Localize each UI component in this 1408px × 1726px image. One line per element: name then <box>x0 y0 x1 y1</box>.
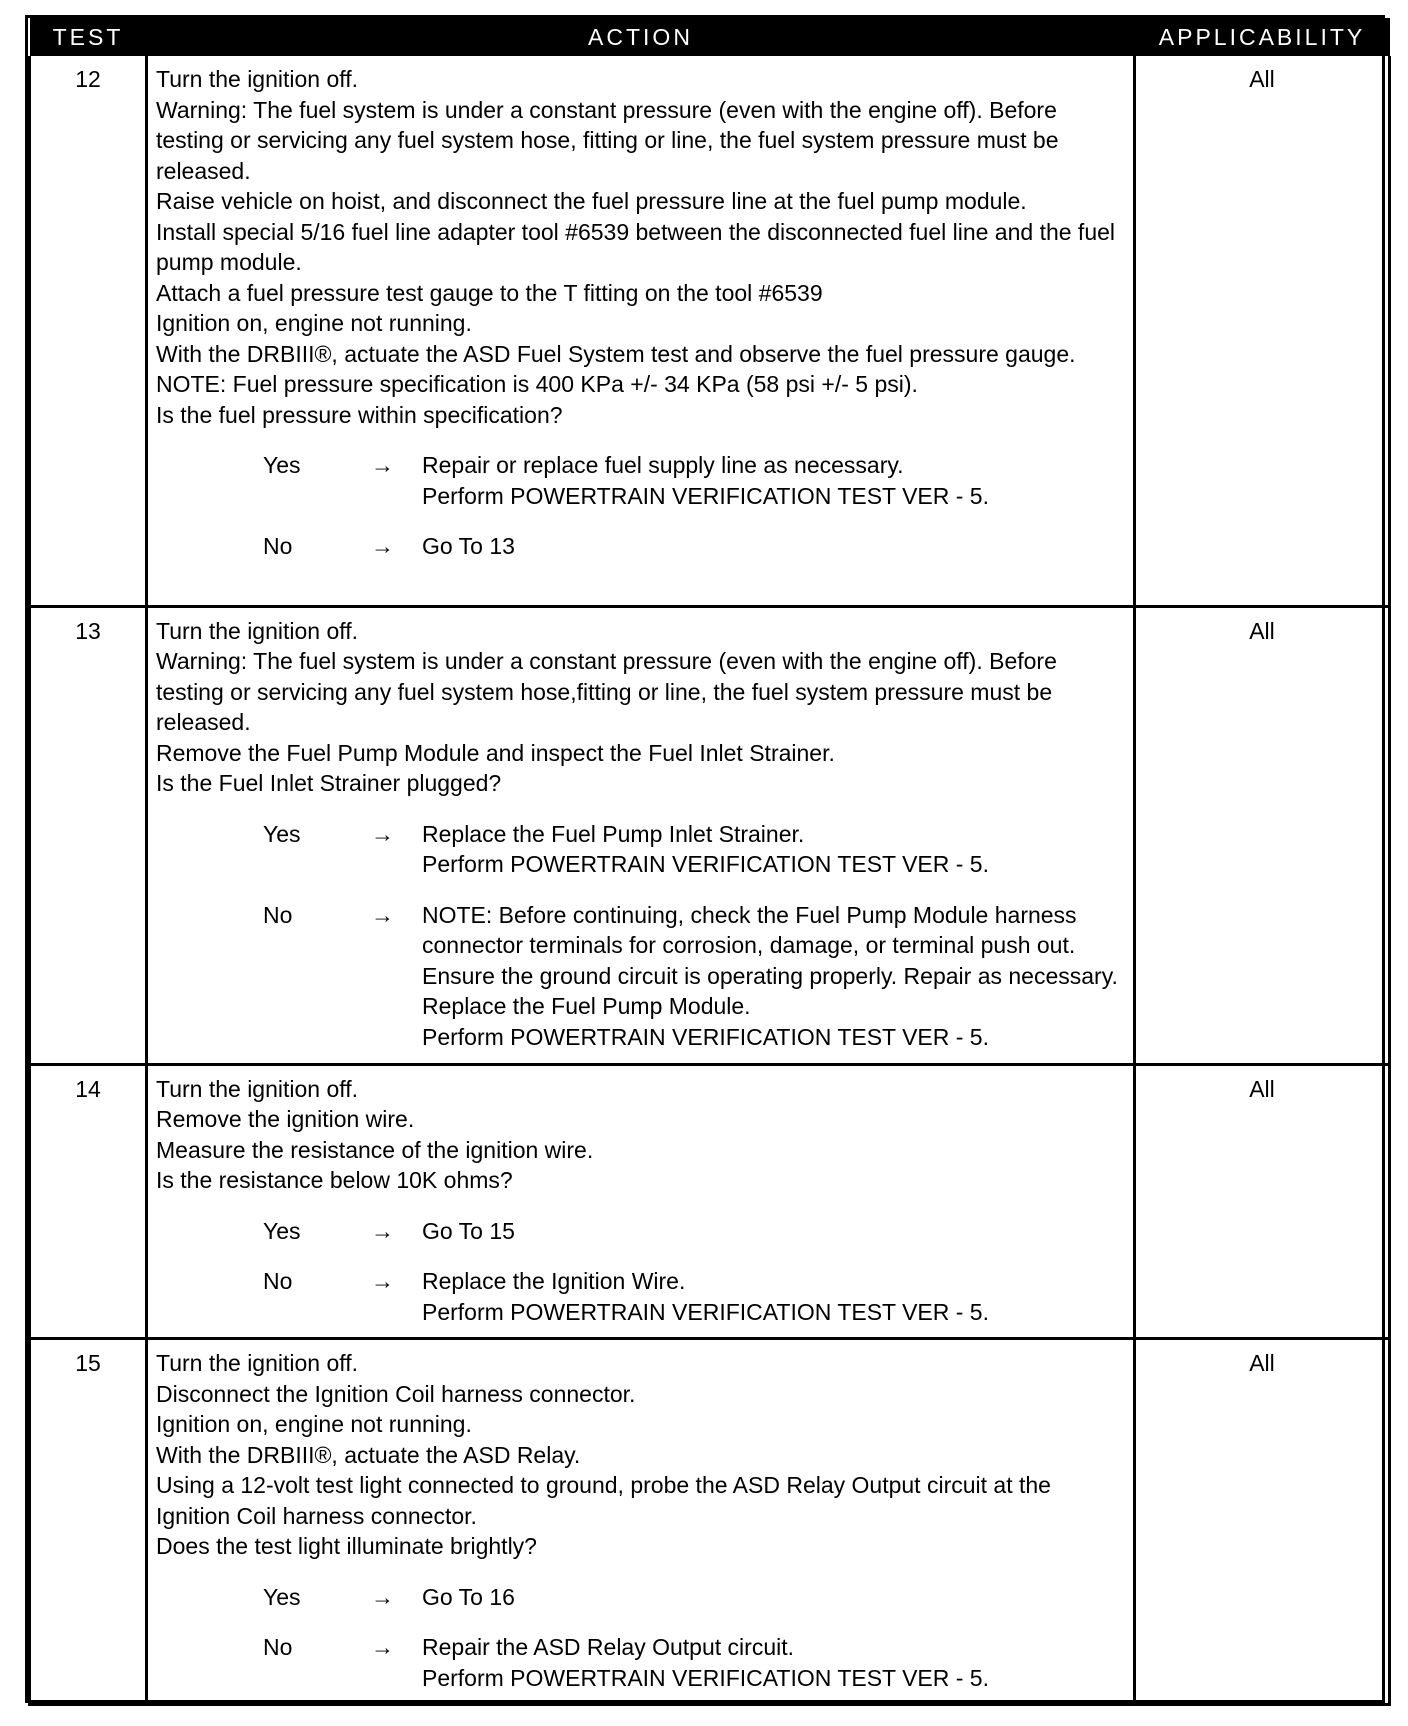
applicability-value: All <box>1135 56 1390 606</box>
table-row <box>30 56 1390 606</box>
result-line: Go To 15 <box>422 1217 515 1244</box>
action-line: With the DRBIII®, actuate the ASD Fuel System test and observe the fuel pressure gauge. <box>156 340 1076 367</box>
action-line: Ignition on, engine not running. <box>156 310 472 336</box>
result-line: Go To 13 <box>422 533 515 559</box>
result-line: Repair the ASD Relay Output circuit. <box>422 1634 794 1660</box>
table-row <box>30 606 1390 1064</box>
action-line: Turn the ignition off. <box>156 1350 359 1376</box>
diagnostic-table-sheet <box>25 15 1385 1703</box>
no-result <box>422 531 1127 562</box>
action-line: Does the test light illuminate brightly? <box>156 1533 537 1559</box>
yes-label: Yes <box>263 1217 301 1244</box>
action-line: Install special 5/16 fuel line adapter tool #6539 between the disconnected fuel line and the fuel pump module. <box>156 218 1116 275</box>
action-line: Is the fuel pressure within specification? <box>156 401 563 428</box>
result-line: Perform POWERTRAIN VERIFICATION TEST VER - 5. <box>422 1023 989 1050</box>
test-number: 13 <box>30 606 147 1064</box>
action-line: NOTE: Fuel pressure specification is 400 KPa +/- 34 KPa (58 psi +/- 5 psi). <box>156 371 918 397</box>
no-result <box>422 1632 1127 1693</box>
table-header-row <box>30 18 1390 56</box>
action-line: Disconnect the Ignition Coil harness connector. <box>156 1380 636 1407</box>
result-line: Perform POWERTRAIN VERIFICATION TEST VER - 5. <box>422 482 989 509</box>
action-line: Warning: The fuel system is under a constant pressure (even with the engine off). Before testing or servicing any fuel system hose,fitting or line, the fuel system pressure must be released. <box>156 648 1057 735</box>
no-label: No <box>263 1268 293 1294</box>
test-number: 14 <box>30 1064 147 1339</box>
action-line: Raise vehicle on hoist, and disconnect the fuel pressure line at the fuel pump module. <box>156 188 1027 214</box>
arrow-right-icon: → <box>371 452 394 478</box>
arrow-right-icon: → <box>371 1634 394 1660</box>
header-applicability: APPLICABILITY <box>1135 18 1390 56</box>
applicability-value: All <box>1135 1339 1390 1705</box>
action-cell <box>147 1339 1135 1705</box>
arrow-right-icon: → <box>371 533 394 559</box>
action-line: Is the Fuel Inlet Strainer plugged? <box>156 770 502 796</box>
table-row <box>30 1064 1390 1339</box>
action-cell <box>147 1064 1135 1339</box>
yes-result <box>422 1216 1127 1247</box>
result-line: Replace the Fuel Pump Inlet Strainer. <box>422 820 805 847</box>
diagnostic-table <box>28 18 1391 1706</box>
header-test: TEST <box>30 18 147 56</box>
table-row <box>30 1339 1390 1705</box>
yes-result <box>422 819 1127 880</box>
test-number: 12 <box>30 56 147 606</box>
action-line: With the DRBIII®, actuate the ASD Relay. <box>156 1441 581 1468</box>
no-result <box>422 900 1127 1053</box>
no-label: No <box>263 901 293 928</box>
action-line: Ignition on, engine not running. <box>156 1411 472 1437</box>
result-line: Go To 16 <box>422 1583 515 1610</box>
action-line: Attach a fuel pressure test gauge to the T fitting on the tool #6539 <box>156 279 823 306</box>
action-line: Using a 12-volt test light connected to ground, probe the ASD Relay Output circuit at the Ignition Coil harness connector. <box>156 1472 1051 1529</box>
yes-branch <box>156 819 1127 880</box>
result-line: Perform POWERTRAIN VERIFICATION TEST VER - 5. <box>422 1298 989 1325</box>
action-line: Measure the resistance of the ignition wire. <box>156 1136 594 1163</box>
result-line: NOTE: Before continuing, check the Fuel Pump Module harness connector terminals for corrosion, damage, or terminal push out. Ensure the ground circuit is operating properly. Repair as necessary. Replace the Fuel Pump Module. <box>422 901 1118 1019</box>
yes-branch <box>156 1582 1127 1613</box>
yes-branch <box>156 1216 1127 1247</box>
no-label: No <box>263 533 293 559</box>
yes-label: Yes <box>263 820 301 847</box>
action-line: Remove the ignition wire. <box>156 1106 415 1132</box>
yes-label: Yes <box>263 1583 301 1610</box>
test-number: 15 <box>30 1339 147 1705</box>
action-line: Is the resistance below 10K ohms? <box>156 1167 513 1193</box>
action-line: Turn the ignition off. <box>156 1075 359 1102</box>
yes-result <box>422 1582 1127 1613</box>
arrow-right-icon: → <box>371 1583 394 1610</box>
no-branch <box>156 1266 1127 1327</box>
action-cell <box>147 56 1135 606</box>
action-line: Turn the ignition off. <box>156 66 359 92</box>
action-line: Turn the ignition off. <box>156 617 359 644</box>
arrow-right-icon: → <box>371 901 394 928</box>
no-branch <box>156 531 1127 562</box>
no-result <box>422 1266 1127 1327</box>
result-line: Replace the Ignition Wire. <box>422 1268 686 1294</box>
result-line: Repair or replace fuel supply line as necessary. <box>422 452 904 478</box>
no-branch <box>156 1632 1127 1693</box>
yes-result <box>422 450 1127 511</box>
arrow-right-icon: → <box>371 1268 394 1294</box>
applicability-value: All <box>1135 606 1390 1064</box>
yes-branch <box>156 450 1127 511</box>
result-line: Perform POWERTRAIN VERIFICATION TEST VER - 5. <box>422 851 989 877</box>
yes-label: Yes <box>263 452 301 478</box>
result-line: Perform POWERTRAIN VERIFICATION TEST VER - 5. <box>422 1664 989 1691</box>
header-action: ACTION <box>147 18 1135 56</box>
table-body <box>30 56 1390 1705</box>
no-branch <box>156 900 1127 1053</box>
arrow-right-icon: → <box>371 820 394 847</box>
no-label: No <box>263 1634 293 1660</box>
action-line: Remove the Fuel Pump Module and inspect the Fuel Inlet Strainer. <box>156 739 835 766</box>
action-cell <box>147 606 1135 1064</box>
arrow-right-icon: → <box>371 1217 394 1244</box>
applicability-value: All <box>1135 1064 1390 1339</box>
action-line: Warning: The fuel system is under a constant pressure (even with the engine off). Before testing or servicing any fuel system hose, fitting or line, the fuel system pressure must be released. <box>156 96 1059 184</box>
